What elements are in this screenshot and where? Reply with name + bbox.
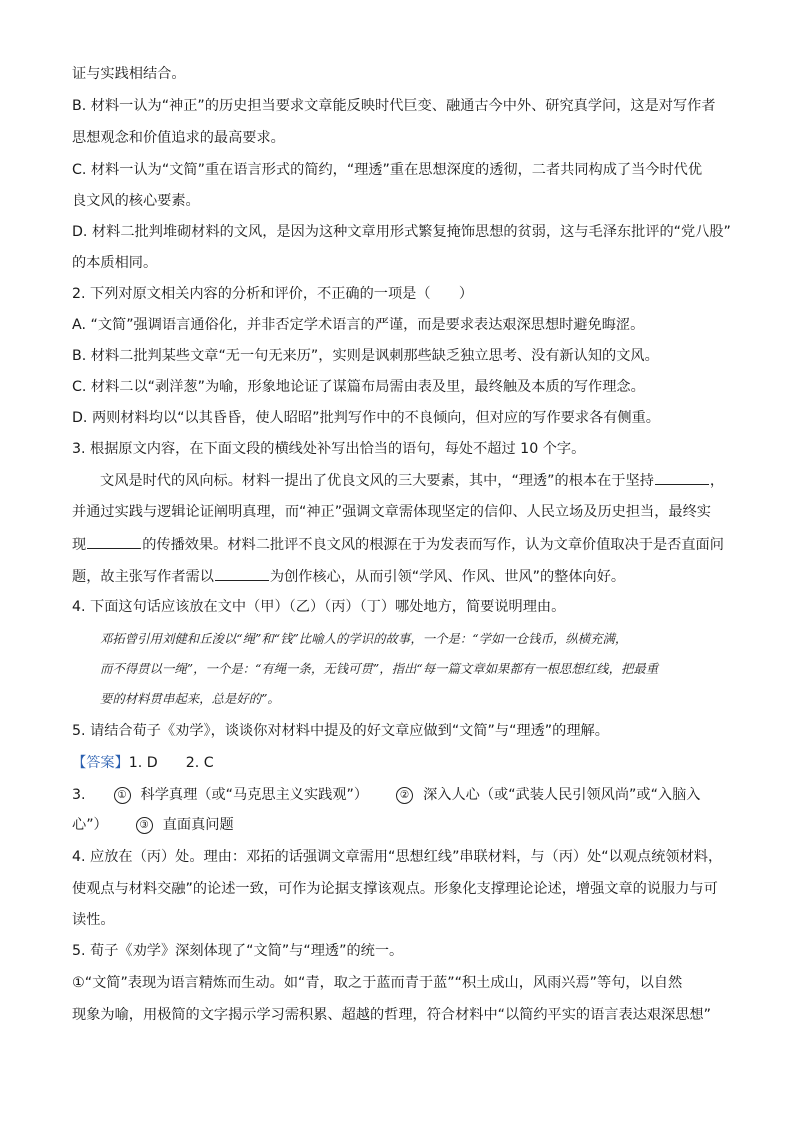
text-span: 现 xyxy=(72,537,87,553)
answer-1: 1. D xyxy=(128,755,158,771)
option-d-line: D. 材料二批判堆砌材料的文风，是因为这种文章用形式繁复掩饰思想的贫弱，这与毛泽东批评的“党八股” xyxy=(72,224,731,240)
answer-5-line: ①“文简”表现为语言精炼而生动。如“青，取之于蓝而青于蓝”“积土成山，风雨兴焉”等句，以自然 xyxy=(72,975,683,991)
answer-3-number: 3. xyxy=(72,787,86,803)
text-span: 文风是时代的风向标。材料一提出了优良文风的三大要素，其中，“理透”的根本在于坚持 xyxy=(100,473,654,489)
answer-3-item-2: 深入人心（或“武装人民引领风尚”或“入脑入 xyxy=(423,787,701,803)
option-c-line: C. 材料一认为“文简”重在语言形式的简约，“理透”重在思想深度的透彻，二者共同构成了当今时代优 xyxy=(72,162,703,178)
quote-line: 而不得贯以一绳”，一个是：“有绳一条，无钱可贯”，指出“每一篇文章如果都有一根思想红线，把最重 xyxy=(100,661,659,676)
answer-4-line: 4. 应放在（丙）处。理由：邓拓的话强调文章需用“思想红线”串联材料，与（丙）处“以观点统领材料， xyxy=(72,849,723,865)
text-line: 的本质相同。 xyxy=(72,255,158,271)
question-2: 2. 下列对原文相关内容的分析和评价，不正确的一项是（ ） xyxy=(72,286,474,302)
question-3: 3. 根据原文内容，在下面文段的横线处补写出恰当的语句，每处不超过 10 个字。 xyxy=(72,441,586,457)
fill-blank-2 xyxy=(87,534,141,549)
fill-paragraph-line xyxy=(100,470,752,491)
answer-3-item-1: 科学真理（或“马克思主义实践观”） xyxy=(140,787,369,803)
answer-4-line: 使观点与材料交融”的论述一致，可作为论据支撑该观点。形象化支撑理论论述，增强文章的说服力与可 xyxy=(72,881,718,897)
text-span: ， xyxy=(709,473,725,489)
q2-option-a: A. “文简”强调语言通俗化，并非否定学术语言的严谨，而是要求表达艰深思想时避免晦涩。 xyxy=(72,317,645,333)
quote-line: 要的材料贯串起来，总是好的”。 xyxy=(100,691,280,706)
answer-tag: 【答案】 xyxy=(72,755,129,771)
q2-option-d: D. 两则材料均以“以其昏昏，使人昭昭”批判写作中的不良倾向，但对应的写作要求各有侧重。 xyxy=(72,410,660,426)
fill-paragraph-line: 并通过实践与逻辑论证阐明真理，而“神正”强调文章需体现坚定的信仰、人民立场及历史担当，最终实 xyxy=(72,504,711,520)
text-line: 良文风的核心要素。 xyxy=(72,193,200,209)
question-5: 5. 请结合荀子《劝学》，谈谈你对材料中提及的好文章应做到“文简”与“理透”的理解。 xyxy=(72,723,609,739)
circled-number-2: ② xyxy=(396,787,413,804)
answer-3-line xyxy=(72,815,724,835)
answer-3-item-3: 直面真问题 xyxy=(162,817,234,833)
answer-3-item-2-cont: 心”） xyxy=(72,817,108,833)
q2-option-c: C. 材料二以“剥洋葱”为喻，形象地论证了谋篇布局需由表及里，最终触及本质的写作理念。 xyxy=(72,379,645,395)
circled-number-3: ③ xyxy=(136,817,153,834)
answer-5-line: 现象为喻，用极简的文字揭示学习需积累、超越的哲理，符合材料中“以简约平实的语言表达艰深思想” xyxy=(72,1007,711,1023)
answer-4-line: 读性。 xyxy=(72,912,115,928)
text-span: 为创作核心，从而引领“学风、作风、世风”的整体向好。 xyxy=(269,569,626,585)
q2-option-b: B. 材料二批判某些文章“无一句无来历”，实则是讽刺那些缺乏独立思考、没有新认知的文风。 xyxy=(72,348,659,364)
option-b-line: B. 材料一认为“神正”的历史担当要求文章能反映时代巨变、融通古今中外、研究真学问，这是对写作者 xyxy=(72,98,716,114)
fill-paragraph-line xyxy=(72,534,724,555)
text-line: 证与实践相结合。 xyxy=(72,66,186,82)
text-line: 思想观念和价值追求的最高要求。 xyxy=(72,130,285,146)
text-span: 题，故主张写作者需以 xyxy=(72,569,214,585)
answer-3-line xyxy=(72,785,724,805)
answer-line xyxy=(72,753,724,773)
answer-5-line: 5. 荀子《劝学》深刻体现了“文简”与“理透”的统一。 xyxy=(72,943,404,959)
quote-line: 邓拓曾引用刘健和丘浚以“绳”和“钱”比喻人的学识的故事，一个是：“学如一仓钱币，纵横充满， xyxy=(100,631,628,646)
fill-blank-3 xyxy=(215,566,269,581)
answer-2: 2. C xyxy=(185,755,214,771)
question-4: 4. 下面这句话应该放在文中（甲）（乙）（丙）（丁）哪处地方，简要说明理由。 xyxy=(72,599,566,615)
circled-number-1: ① xyxy=(114,787,131,804)
fill-blank-1 xyxy=(655,470,709,485)
text-span: 的传播效果。材料二批评不良文风的根源在于为发表而写作，认为文章价值取决于是否直面问 xyxy=(142,537,724,553)
fill-paragraph-line xyxy=(72,566,724,587)
